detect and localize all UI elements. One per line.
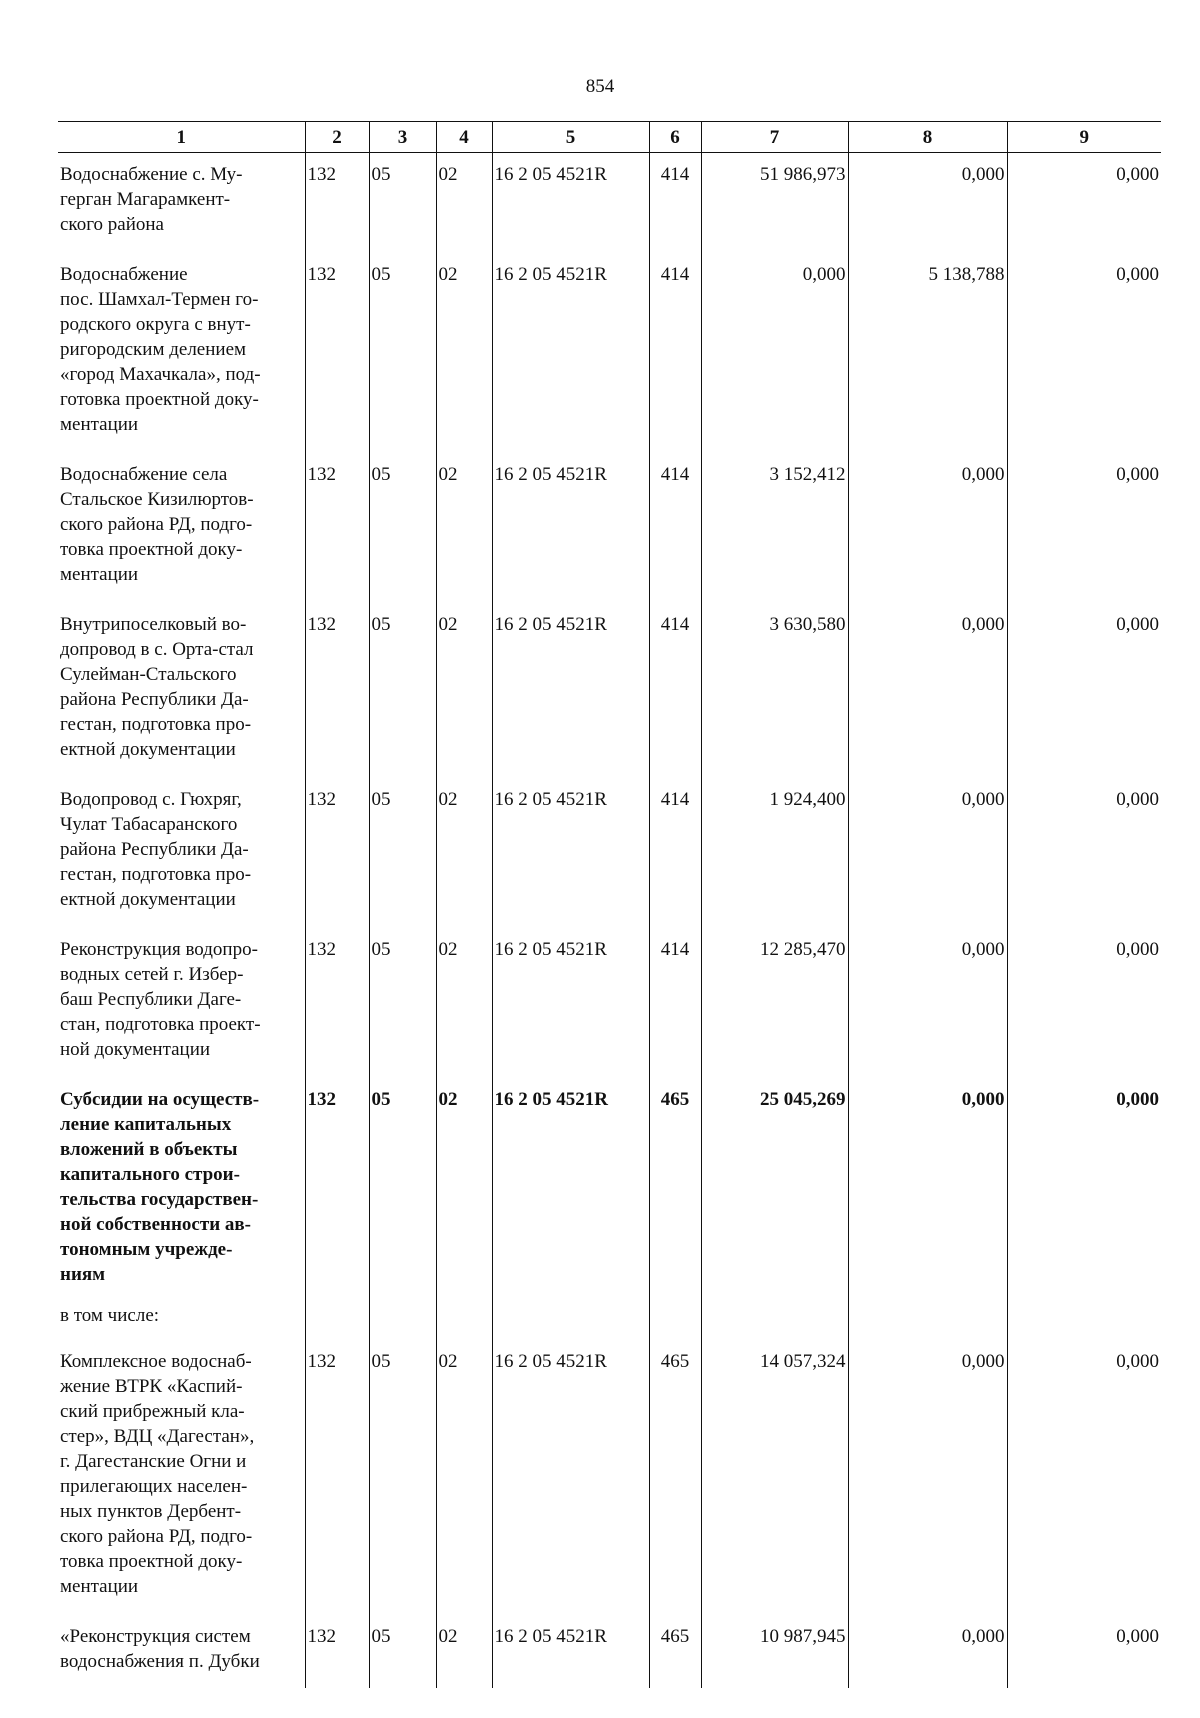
cell-col-2: 132 xyxy=(305,1615,369,1688)
cell-col-8: 0,000 xyxy=(848,1615,1007,1688)
cell-col-9: 0,000 xyxy=(1007,453,1161,603)
cell-col-3: 05 xyxy=(369,778,436,928)
cell-col-8: 0,000 xyxy=(848,1078,1007,1303)
row-name-cell: Водоснабжение с. Му- герган Магарамкент- ского района xyxy=(60,164,243,235)
row-name-cell: Водопровод с. Гюхряг, Чулат Табасаранского района Республики Да- гестан, подготовка про- ектной документации xyxy=(60,789,252,910)
cell-col-3: 05 xyxy=(369,1340,436,1615)
cell-col-5: 16 2 05 4521R xyxy=(492,253,649,453)
cell-col-9: 0,000 xyxy=(1007,1078,1161,1303)
cell-col-7: 14 057,324 xyxy=(701,1340,848,1615)
cell-col-2: 132 xyxy=(305,928,369,1078)
row-name-cell: «Реконструкция систем водоснабжения п. Дубки xyxy=(60,1626,260,1672)
page-number: 854 xyxy=(585,76,615,97)
cell-col-7: 12 285,470 xyxy=(701,928,848,1078)
cell-col-3: 05 xyxy=(369,928,436,1078)
cell-col-9: 0,000 xyxy=(1007,928,1161,1078)
table-row xyxy=(58,603,1161,778)
table-row xyxy=(58,253,1161,453)
row-name-cell: в том числе: xyxy=(60,1305,160,1326)
table-row xyxy=(58,153,1161,254)
cell-col-8: 0,000 xyxy=(848,1340,1007,1615)
cell-col-7: 51 986,973 xyxy=(701,153,848,254)
cell-col-8: 0,000 xyxy=(848,928,1007,1078)
cell-col-2: 132 xyxy=(305,778,369,928)
row-name-cell: Субсидии на осуществ- ление капитальных вложений в объекты капитального строи- тельства государствен- ной собственности ав- тономным учрежде- ниям xyxy=(60,1089,260,1285)
cell-col-6: 414 xyxy=(649,453,701,603)
cell-col-5: 16 2 05 4521R xyxy=(492,1078,649,1303)
cell-col-6: 414 xyxy=(649,153,701,254)
cell-col-7: 3 152,412 xyxy=(701,453,848,603)
cell-col-9: 0,000 xyxy=(1007,1615,1161,1688)
table-row xyxy=(58,928,1161,1078)
cell-col-7: 25 045,269 xyxy=(701,1078,848,1303)
cell-col-3 xyxy=(369,1303,436,1340)
cell-col-8: 0,000 xyxy=(848,153,1007,254)
table-row xyxy=(58,1615,1161,1688)
cell-col-6: 414 xyxy=(649,928,701,1078)
cell-col-4: 02 xyxy=(436,1340,492,1615)
column-header: 3 xyxy=(369,122,436,153)
cell-col-5: 16 2 05 4521R xyxy=(492,603,649,778)
cell-col-4: 02 xyxy=(436,603,492,778)
table-header-row xyxy=(58,122,1161,153)
cell-col-4 xyxy=(436,1303,492,1340)
cell-col-3: 05 xyxy=(369,153,436,254)
cell-col-5: 16 2 05 4521R xyxy=(492,1340,649,1615)
cell-col-7: 3 630,580 xyxy=(701,603,848,778)
cell-col-5: 16 2 05 4521R xyxy=(492,153,649,254)
row-name-cell: Комплексное водоснаб- жение ВТРК «Каспий- ский прибрежный кла- стер», ВДЦ «Дагестан», г. Дагестанские Огни и прилегающих населен- ных пунктов Дербент- ского района РД, подго- товка проектной доку- ментации xyxy=(60,1351,255,1597)
cell-col-8: 0,000 xyxy=(848,453,1007,603)
cell-col-4: 02 xyxy=(436,1615,492,1688)
cell-col-2: 132 xyxy=(305,153,369,254)
cell-col-9: 0,000 xyxy=(1007,153,1161,254)
cell-col-8: 5 138,788 xyxy=(848,253,1007,453)
cell-col-2 xyxy=(305,1303,369,1340)
cell-col-3: 05 xyxy=(369,603,436,778)
cell-col-2: 132 xyxy=(305,603,369,778)
table-row xyxy=(58,1078,1161,1303)
cell-col-5: 16 2 05 4521R xyxy=(492,778,649,928)
cell-col-2: 132 xyxy=(305,453,369,603)
cell-col-4: 02 xyxy=(436,153,492,254)
cell-col-5: 16 2 05 4521R xyxy=(492,453,649,603)
cell-col-8: 0,000 xyxy=(848,778,1007,928)
cell-col-7: 10 987,945 xyxy=(701,1615,848,1688)
column-header: 8 xyxy=(848,122,1007,153)
cell-col-2: 132 xyxy=(305,253,369,453)
column-header: 9 xyxy=(1007,122,1161,153)
column-header: 4 xyxy=(436,122,492,153)
cell-col-6: 414 xyxy=(649,603,701,778)
cell-col-6: 414 xyxy=(649,253,701,453)
cell-col-7 xyxy=(701,1303,848,1340)
column-header: 5 xyxy=(492,122,649,153)
column-header: 7 xyxy=(701,122,848,153)
cell-col-6: 465 xyxy=(649,1340,701,1615)
cell-col-5: 16 2 05 4521R xyxy=(492,1615,649,1688)
cell-col-4: 02 xyxy=(436,778,492,928)
cell-col-4: 02 xyxy=(436,928,492,1078)
cell-col-3: 05 xyxy=(369,453,436,603)
cell-col-8 xyxy=(848,1303,1007,1340)
cell-col-6: 465 xyxy=(649,1078,701,1303)
table-row xyxy=(58,453,1161,603)
cell-col-9: 0,000 xyxy=(1007,603,1161,778)
budget-table xyxy=(58,121,1161,1688)
cell-col-2: 132 xyxy=(305,1078,369,1303)
cell-col-7: 1 924,400 xyxy=(701,778,848,928)
column-header: 1 xyxy=(58,122,305,153)
cell-col-6 xyxy=(649,1303,701,1340)
column-header: 2 xyxy=(305,122,369,153)
cell-col-6: 414 xyxy=(649,778,701,928)
cell-col-3: 05 xyxy=(369,1615,436,1688)
cell-col-4: 02 xyxy=(436,253,492,453)
cell-col-5 xyxy=(492,1303,649,1340)
cell-col-9: 0,000 xyxy=(1007,778,1161,928)
cell-col-7: 0,000 xyxy=(701,253,848,453)
cell-col-9: 0,000 xyxy=(1007,1340,1161,1615)
cell-col-3: 05 xyxy=(369,1078,436,1303)
table-body xyxy=(58,153,1161,1689)
column-header: 6 xyxy=(649,122,701,153)
cell-col-9 xyxy=(1007,1303,1161,1340)
cell-col-2: 132 xyxy=(305,1340,369,1615)
row-name-cell: Водоснабжение села Стальское Кизилюртов- ского района РД, подго- товка проектной доку- ментации xyxy=(60,464,254,585)
cell-col-6: 465 xyxy=(649,1615,701,1688)
cell-col-3: 05 xyxy=(369,253,436,453)
table-row xyxy=(58,1340,1161,1615)
row-name-cell: Внутрипоселковый во- допровод в с. Орта-стал Сулейман-Стальского района Республики Да- гестан, подготовка про- ектной документации xyxy=(60,614,254,760)
cell-col-5: 16 2 05 4521R xyxy=(492,928,649,1078)
cell-col-4: 02 xyxy=(436,453,492,603)
cell-col-8: 0,000 xyxy=(848,603,1007,778)
cell-col-9: 0,000 xyxy=(1007,253,1161,453)
table-row xyxy=(58,1303,1161,1340)
cell-col-4: 02 xyxy=(436,1078,492,1303)
row-name-cell: Реконструкция водопро- водных сетей г. Избер- баш Республики Даге- стан, подготовка проект- ной документации xyxy=(60,939,261,1060)
row-name-cell: Водоснабжение пос. Шамхал-Термен го- родского округа с внут- ригородским делением «город Махачкала», под- готовка проектной доку- ментации xyxy=(60,264,261,435)
table-row xyxy=(58,778,1161,928)
